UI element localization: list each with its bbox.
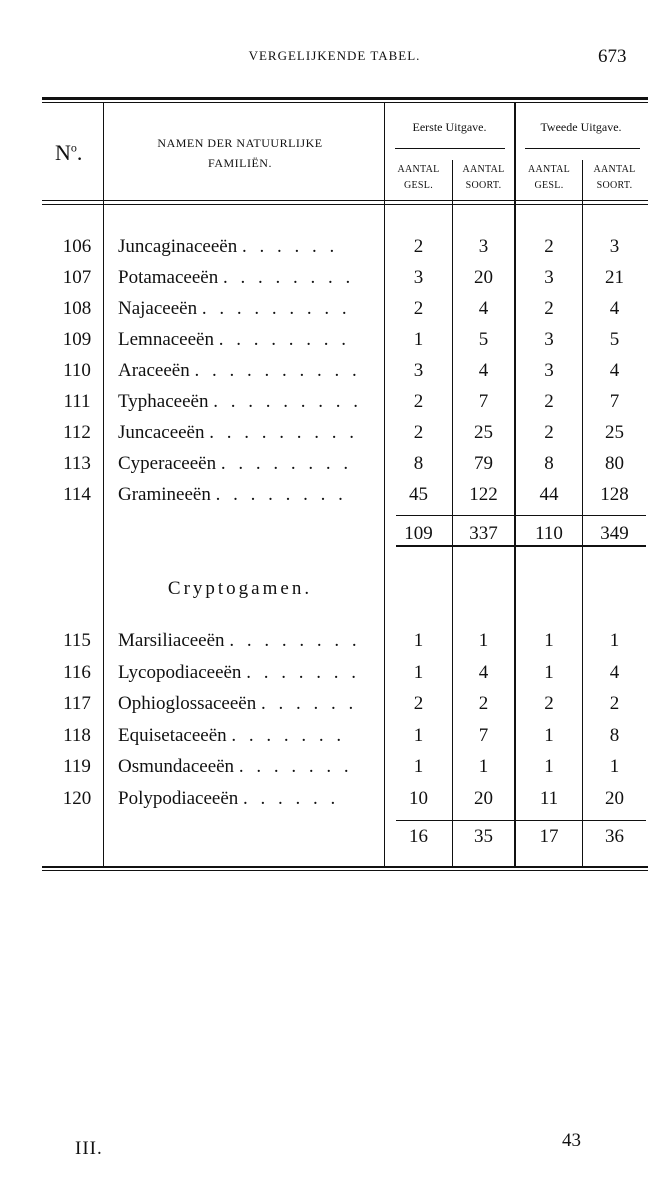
total-main-genera-2: 110 [535, 523, 563, 544]
header-genera-1: AANTAL GESL. [397, 164, 440, 191]
leader-dots: . . . . . . . [238, 756, 353, 777]
second-genera-cell: 3 [544, 267, 554, 288]
section-title-cryptogamen: Cryptogamen. [167, 578, 313, 599]
header-species-2: AANTAL SOORT. [593, 164, 636, 191]
brace-first-edition [395, 148, 505, 149]
family-name [118, 391, 362, 413]
col-rule-no [103, 102, 104, 866]
family-name-text: Juncaginaceeën [118, 236, 238, 257]
row-number: 118 [63, 724, 91, 746]
row-number: 111 [63, 391, 91, 412]
second-genera-cell: 8 [544, 453, 554, 474]
leader-dots: . . . . . . . . [222, 267, 355, 288]
family-name [118, 693, 357, 715]
family-name [118, 453, 352, 475]
second-species-cell: 7 [609, 391, 620, 412]
row-number: 108 [62, 298, 92, 319]
row-number: 113 [63, 453, 91, 474]
first-genera-cell: 45 [409, 484, 428, 505]
second-species-cell: 1 [609, 756, 620, 777]
table-bottom-rule [42, 866, 648, 868]
second-genera-cell: 44 [539, 484, 559, 505]
family-name [118, 725, 345, 747]
leader-dots: . . . . . . . [231, 724, 346, 746]
first-genera-cell: 2 [413, 391, 424, 412]
second-species-cell: 4 [609, 661, 620, 683]
family-name [118, 329, 350, 351]
table-top-rule [42, 97, 648, 100]
total-rule-crypto [396, 820, 646, 821]
header-first-edition: Eerste Uitgave. [412, 120, 487, 134]
family-name [118, 484, 347, 506]
header-bottom-rule-2 [42, 204, 648, 205]
family-name [118, 756, 353, 778]
row-number: 119 [63, 756, 91, 777]
family-name-text: Lemnaceeën [118, 329, 214, 350]
running-title: VERGELIJKENDE TABEL. [248, 48, 421, 63]
total-crypto-genera-2: 17 [539, 826, 559, 847]
second-species-cell: 1 [609, 630, 620, 651]
leader-dots: . . . . . . . . . [201, 298, 351, 319]
second-genera-cell: 2 [544, 422, 554, 443]
family-name [118, 360, 361, 382]
family-name [118, 298, 351, 320]
total-crypto-genera-1: 16 [409, 826, 428, 847]
second-genera-cell: 2 [544, 391, 554, 412]
family-name-text: Juncaceeën [118, 422, 205, 443]
header-no: $N^o$. [55, 140, 83, 165]
sheet-number: 43 [562, 1130, 581, 1151]
leader-dots: . . . . . . . . . . [194, 360, 361, 381]
leader-dots: . . . . . . [260, 693, 358, 714]
second-species-cell: 5 [609, 329, 620, 350]
first-species-cell: 20 [474, 267, 493, 288]
first-genera-cell: 1 [413, 724, 424, 746]
first-species-cell: 20 [474, 787, 493, 809]
total-crypto-species-2: 36 [605, 826, 624, 847]
row-number: 106 [62, 236, 92, 257]
row-number: 112 [63, 422, 91, 443]
table-top-rule-thin [42, 102, 648, 103]
family-name [118, 630, 361, 652]
total-main-species-2: 349 [600, 523, 629, 544]
family-name [118, 422, 358, 444]
first-species-cell: 1 [478, 756, 489, 777]
second-genera-cell: 3 [544, 329, 554, 350]
family-name-text: Araceeën [118, 360, 190, 381]
leader-dots: . . . . . . . . [215, 484, 347, 505]
family-name [118, 788, 339, 810]
first-genera-cell: 1 [413, 756, 424, 777]
first-species-cell: 25 [474, 422, 493, 443]
first-species-cell: 1 [478, 630, 489, 651]
family-name-text: Osmundaceeën [118, 756, 235, 777]
first-genera-cell: 1 [413, 661, 424, 683]
second-genera-cell: 1 [544, 724, 554, 746]
second-species-cell: 3 [609, 236, 620, 257]
family-name-text: Typhaceeën [118, 391, 209, 412]
second-species-cell: 2 [609, 693, 620, 714]
second-species-cell: 4 [609, 298, 620, 319]
total-main-genera-1: 109 [404, 523, 433, 544]
leader-dots: . . . . . . [241, 236, 339, 257]
row-number: 120 [62, 787, 92, 809]
leader-dots: . . . . . . [243, 787, 340, 809]
first-genera-cell: 8 [413, 453, 424, 474]
first-genera-cell: 10 [409, 787, 428, 809]
second-genera-cell: 1 [544, 756, 554, 777]
second-genera-cell: 11 [539, 787, 559, 809]
first-genera-cell: 2 [413, 236, 424, 257]
second-genera-cell: 1 [544, 661, 554, 683]
second-species-cell: 128 [600, 484, 629, 505]
first-species-cell: 7 [478, 391, 489, 412]
row-number: 110 [63, 360, 91, 381]
family-name-text: Lycopodiaceeën [118, 661, 242, 683]
first-species-cell: 7 [478, 724, 489, 746]
row-number: 114 [63, 484, 91, 505]
second-species-cell: 20 [605, 787, 624, 809]
signature-mark: III. [75, 1138, 103, 1159]
second-species-cell: 21 [605, 267, 624, 288]
second-genera-cell: 3 [544, 360, 554, 381]
leader-dots: . . . . . . . . [229, 630, 361, 651]
first-species-cell: 4 [478, 360, 489, 381]
leader-dots: . . . . . . . [246, 661, 360, 683]
second-species-cell: 80 [605, 453, 624, 474]
family-name-text: Gramineeën [118, 484, 211, 505]
page-number: 673 [598, 46, 627, 67]
header-genera-2: AANTAL GESL. [527, 164, 571, 191]
header-second-edition: Tweede Uitgave. [540, 120, 622, 134]
first-species-cell: 79 [474, 453, 493, 474]
row-number: 116 [63, 661, 91, 683]
total-rule-main [396, 515, 646, 516]
row-number: 109 [62, 329, 92, 350]
first-species-cell: 122 [469, 484, 498, 505]
family-name-text: Najaceeën [118, 298, 198, 319]
row-number: 107 [62, 267, 92, 288]
first-genera-cell: 3 [413, 360, 424, 381]
family-name [118, 662, 360, 684]
first-genera-cell: 3 [413, 267, 424, 288]
leader-dots: . . . . . . . . . [213, 391, 362, 412]
row-number: 115 [63, 630, 91, 651]
total-main-species-1: 337 [469, 523, 498, 544]
family-name-text: Equisetaceeën [118, 724, 227, 746]
first-genera-cell: 1 [413, 329, 424, 350]
first-species-cell: 5 [478, 329, 489, 350]
family-name [118, 236, 338, 258]
second-genera-cell: 2 [544, 298, 554, 319]
total-crypto-species-1: 35 [474, 826, 493, 847]
header-bottom-rule [42, 200, 648, 201]
family-name-text: Marsiliaceeën [118, 630, 225, 651]
second-genera-cell: 2 [544, 693, 554, 714]
second-species-cell: 8 [609, 724, 620, 746]
leader-dots: . . . . . . . . . [209, 422, 358, 443]
second-species-cell: 4 [609, 360, 620, 381]
family-name-text: Polypodiaceeën [118, 787, 239, 809]
first-species-cell: 3 [478, 236, 489, 257]
first-genera-cell: 2 [413, 422, 424, 443]
second-genera-cell: 2 [544, 236, 554, 257]
family-name-text: Cyperaceeën [118, 453, 217, 474]
first-genera-cell: 1 [413, 630, 424, 651]
first-species-cell: 2 [478, 693, 489, 714]
row-number: 117 [63, 693, 91, 714]
first-genera-cell: 2 [413, 693, 424, 714]
total-underline-main [396, 545, 646, 547]
table-bottom-rule-2 [42, 870, 648, 871]
family-name [118, 267, 354, 289]
first-genera-cell: 2 [413, 298, 424, 319]
leader-dots: . . . . . . . . [218, 329, 350, 350]
brace-second-edition [525, 148, 640, 149]
first-species-cell: 4 [478, 298, 489, 319]
second-genera-cell: 1 [544, 630, 554, 651]
family-name-text: Potamaceeën [118, 267, 219, 288]
second-species-cell: 25 [605, 422, 624, 443]
family-name-text: Ophioglossaceeën [118, 693, 257, 714]
first-species-cell: 4 [478, 661, 489, 683]
header-species-1: AANTAL SOORT. [462, 164, 505, 191]
header-names: NAMEN DER NATUURLIJKE FAMILIËN. [157, 136, 323, 170]
leader-dots: . . . . . . . . [220, 453, 353, 474]
